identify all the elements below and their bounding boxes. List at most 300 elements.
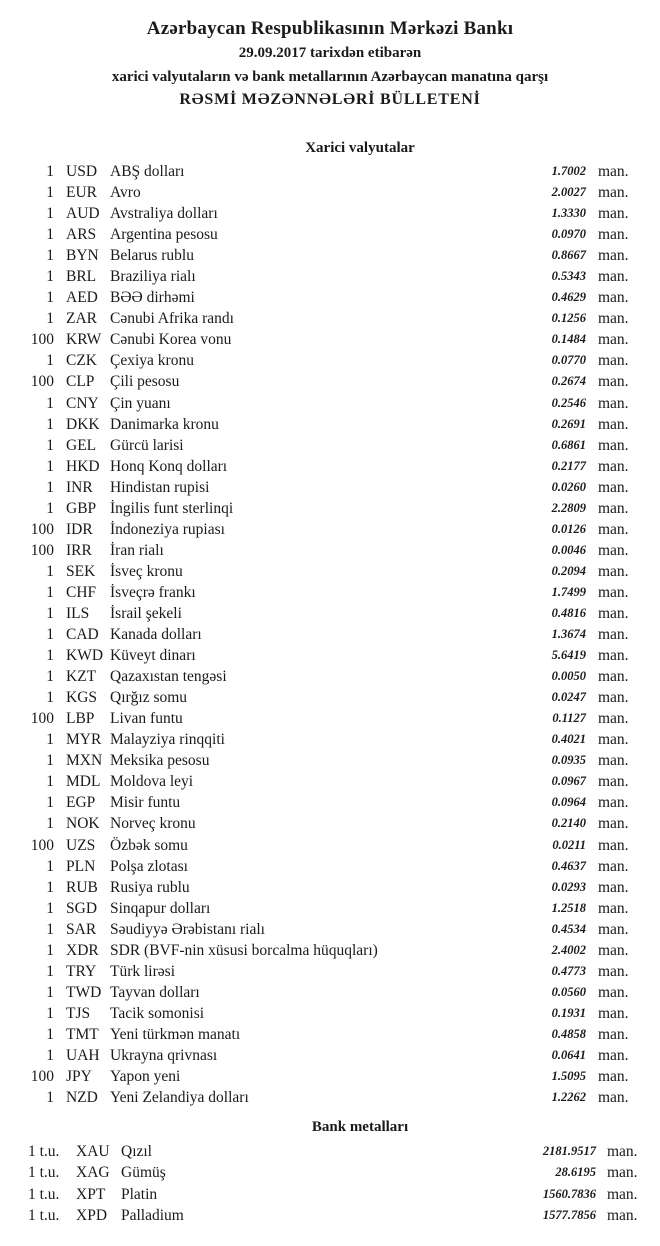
- unit-label: man.: [598, 962, 629, 980]
- rate-value: 2.2809: [551, 500, 586, 515]
- currency-name: ABŞ dolları: [110, 163, 185, 180]
- currency-code: TRY: [66, 962, 97, 980]
- rate-row-nok: [0, 813, 660, 834]
- currency-code: UZS: [66, 836, 96, 854]
- rate-value: 0.0050: [551, 669, 586, 684]
- rate-value: 0.0641: [551, 1047, 586, 1062]
- rate-row-cny: [0, 393, 660, 414]
- nominal: 1: [46, 163, 54, 180]
- rate-value: 28.6195: [555, 1165, 596, 1180]
- unit-label: man.: [598, 499, 629, 517]
- rate-value: 2.0027: [551, 185, 586, 200]
- unit-label: man.: [598, 289, 629, 307]
- rate-value: 0.0964: [551, 795, 586, 810]
- rate-row-uzs: [0, 835, 660, 856]
- rate-row-czk: [0, 350, 660, 371]
- rate-value: 1.2262: [551, 1090, 586, 1105]
- rate-row-xag: [0, 1162, 660, 1183]
- currency-name: Rusiya rublu: [110, 878, 190, 896]
- rate-row-byn: [0, 245, 660, 266]
- rate-row-krw: [0, 329, 660, 350]
- nominal: 1: [46, 1089, 54, 1107]
- rate-value: 0.1484: [551, 332, 586, 347]
- nominal: 1: [46, 226, 54, 244]
- rate-row-nzd: [0, 1087, 660, 1108]
- nominal: 1: [46, 878, 54, 896]
- rate-row-hkd: [0, 456, 660, 477]
- nominal: 100: [30, 1068, 54, 1086]
- unit-label: man.: [598, 394, 629, 412]
- currency-code: XAG: [76, 1164, 110, 1182]
- rate-value: 0.1127: [552, 711, 586, 726]
- currency-code: SGD: [66, 899, 98, 917]
- currency-code: NZD: [66, 1089, 98, 1107]
- nominal: 1: [46, 962, 54, 980]
- rate-row-aud: [0, 203, 660, 224]
- currency-name: Malayziya rinqqiti: [110, 731, 225, 749]
- rate-value: 1560.7836: [542, 1186, 596, 1201]
- rate-value: 0.4858: [551, 1026, 586, 1041]
- nominal: 1: [46, 583, 54, 601]
- nominal: 1: [46, 857, 54, 875]
- currency-name: Palladium: [121, 1207, 184, 1225]
- unit-label: man.: [598, 1025, 629, 1043]
- rate-value: 0.2674: [551, 374, 586, 389]
- nominal: 1: [46, 436, 54, 454]
- unit-label: man.: [598, 268, 629, 286]
- rate-row-zar: [0, 308, 660, 329]
- nominal: 1: [46, 983, 54, 1001]
- unit-label: man.: [598, 899, 629, 917]
- nominal: 1: [46, 794, 54, 812]
- currency-name: Cənubi Afrika randı: [110, 310, 234, 328]
- unit-label: man.: [598, 331, 629, 349]
- currency-code: TWD: [66, 983, 102, 1001]
- rate-row-twd: [0, 982, 660, 1003]
- currency-code: IDR: [66, 520, 93, 538]
- nominal: 100: [30, 331, 54, 349]
- unit-label: man.: [598, 626, 629, 644]
- currency-name: Yapon yeni: [110, 1068, 181, 1086]
- currency-name: Qızıl: [121, 1143, 152, 1160]
- unit-label: man.: [598, 541, 629, 559]
- rate-value: 5.6419: [551, 648, 586, 663]
- rate-row-cad: [0, 624, 660, 645]
- rate-row-ars: [0, 224, 660, 245]
- rate-row-jpy: [0, 1066, 660, 1087]
- rate-row-tmt: [0, 1024, 660, 1045]
- currency-code: TMT: [66, 1025, 99, 1043]
- unit-label: man.: [607, 1185, 638, 1203]
- bulletin-title: RƏSMİ MƏZƏNNƏLƏRİ BÜLLETENİ: [179, 91, 481, 108]
- rate-value: 1577.7856: [542, 1208, 596, 1223]
- rate-value: 0.0560: [551, 984, 586, 999]
- currency-name: Özbək somu: [110, 836, 188, 854]
- nominal: 1: [46, 626, 54, 644]
- currency-name: Yeni Zelandiya dolları: [110, 1089, 249, 1107]
- nominal: 1: [46, 1025, 54, 1043]
- unit-label: man.: [598, 836, 629, 854]
- currency-code: XPD: [76, 1207, 108, 1225]
- currency-code: XPT: [76, 1185, 106, 1203]
- rate-row-inr: [0, 477, 660, 498]
- rate-row-eur: [0, 182, 660, 203]
- currency-code: JPY: [66, 1068, 92, 1086]
- rate-value: 0.5343: [551, 269, 586, 284]
- currency-code: PLN: [66, 857, 96, 875]
- currency-code: USD: [66, 163, 98, 180]
- nominal: 1: [46, 815, 54, 833]
- rate-value: 0.1256: [551, 311, 586, 326]
- currency-code: EUR: [66, 184, 97, 202]
- rate-value: 0.4816: [551, 605, 586, 620]
- unit-label: man.: [598, 415, 629, 433]
- rate-value: 1.3674: [551, 627, 586, 642]
- currency-code: UAH: [66, 1046, 100, 1064]
- currency-name: Braziliya rialı: [110, 268, 196, 286]
- rate-value: 0.0046: [551, 542, 586, 557]
- rate-row-tjs: [0, 1003, 660, 1024]
- nominal: 1: [46, 562, 54, 580]
- currency-name: Norveç kronu: [110, 815, 196, 833]
- nominal: 1: [46, 604, 54, 622]
- rate-value: 0.2177: [551, 458, 586, 473]
- currency-code: CAD: [66, 626, 99, 644]
- nominal: 1: [46, 689, 54, 707]
- currency-name: Səudiyyə Ərəbistanı rialı: [110, 920, 265, 938]
- rate-value: 0.2691: [551, 416, 586, 431]
- rate-row-kwd: [0, 645, 660, 666]
- nominal: 1: [46, 499, 54, 517]
- rate-row-idr: [0, 519, 660, 540]
- unit-label: man.: [598, 163, 629, 180]
- currency-name: İngilis funt sterlinqi: [110, 499, 234, 517]
- nominal: 1: [46, 394, 54, 412]
- currency-name: Çili pesosu: [110, 373, 180, 391]
- unit-label: man.: [598, 878, 629, 896]
- rate-row-xdr: [0, 940, 660, 961]
- unit-label: man.: [598, 668, 629, 686]
- currency-name: Livan funtu: [110, 710, 183, 728]
- currency-name: Avro: [110, 184, 141, 202]
- currency-code: MXN: [66, 752, 103, 770]
- currency-name: Meksika pesosu: [110, 752, 210, 770]
- nominal: 1: [46, 310, 54, 328]
- unit-label: man.: [598, 1004, 629, 1022]
- currency-name: Misir funtu: [110, 794, 181, 812]
- currency-code: XDR: [66, 941, 99, 959]
- rate-value: 0.0293: [551, 879, 586, 894]
- unit-label: man.: [598, 604, 629, 622]
- rate-row-sek: [0, 561, 660, 582]
- unit-label: man.: [607, 1143, 638, 1160]
- currency-name: Cənubi Korea vonu: [110, 331, 232, 349]
- currency-code: CZK: [66, 352, 97, 370]
- unit-label: man.: [598, 857, 629, 875]
- unit-label: man.: [598, 247, 629, 265]
- currency-name: Platin: [121, 1185, 158, 1203]
- nominal: 1: [46, 899, 54, 917]
- currency-code: ZAR: [66, 310, 97, 328]
- currency-name: Türk lirəsi: [110, 962, 175, 980]
- currency-code: CLP: [66, 373, 95, 391]
- rate-value: 0.2094: [551, 563, 586, 578]
- unit-label: man.: [598, 310, 629, 328]
- rate-row-gel: [0, 435, 660, 456]
- rate-row-xpd: [0, 1205, 660, 1226]
- rate-row-mdl: [0, 771, 660, 792]
- currency-name: Polşa zlotası: [110, 857, 188, 875]
- currency-name: Çexiya kronu: [110, 352, 194, 370]
- rate-row-usd: [0, 161, 660, 182]
- rate-value: 1.5095: [551, 1069, 586, 1084]
- metal-list: [0, 1141, 660, 1227]
- currency-name: Ukrayna qrivnası: [110, 1046, 218, 1064]
- unit-label: man.: [607, 1164, 638, 1182]
- rate-row-sar: [0, 919, 660, 940]
- currency-code: MYR: [66, 731, 102, 749]
- nominal: 100: [30, 541, 54, 559]
- unit-label: man.: [598, 562, 629, 580]
- currency-name: İsrail şekeli: [110, 604, 182, 622]
- currency-code: MDL: [66, 773, 101, 791]
- currency-code: BRL: [66, 268, 97, 286]
- nominal: 100: [30, 373, 54, 391]
- rate-row-sgd: [0, 898, 660, 919]
- currency-code: LBP: [66, 710, 95, 728]
- nominal: 1: [46, 773, 54, 791]
- unit-label: man.: [598, 1089, 629, 1107]
- unit-label: man.: [598, 1046, 629, 1064]
- currency-code: IRR: [66, 541, 92, 559]
- currency-name: İsveç kronu: [110, 562, 183, 580]
- currency-code: DKK: [66, 415, 100, 433]
- currency-name: Tayvan dolları: [110, 983, 200, 1001]
- rate-value: 2.4002: [551, 942, 586, 957]
- rate-row-myr: [0, 729, 660, 750]
- effective-date: 29.09.2017 tarixdən etibarən: [238, 45, 422, 61]
- currency-code: CHF: [66, 583, 97, 601]
- unit-label: man.: [598, 226, 629, 244]
- metals-section-title: Bank metalları: [311, 1119, 409, 1135]
- unit-label: man.: [598, 794, 629, 812]
- unit-label: man.: [598, 752, 629, 770]
- nominal: 1: [46, 415, 54, 433]
- currency-code: XAU: [76, 1143, 110, 1160]
- nominal: 1: [46, 247, 54, 265]
- rate-value: 0.4021: [551, 732, 586, 747]
- nominal: 1 t.u.: [28, 1143, 60, 1160]
- currency-name: Avstraliya dolları: [110, 205, 218, 223]
- rate-value: 0.4534: [551, 921, 586, 936]
- unit-label: man.: [598, 983, 629, 1001]
- nominal: 1: [46, 205, 54, 223]
- currency-code: GBP: [66, 499, 97, 517]
- currency-code: SAR: [66, 920, 97, 938]
- currency-name: SDR (BVF-nin xüsusi borcalma hüquqları): [110, 941, 378, 959]
- currency-code: KRW: [66, 331, 102, 349]
- unit-label: man.: [598, 205, 629, 223]
- rate-row-chf: [0, 582, 660, 603]
- currency-name: İsveçrə frankı: [110, 583, 196, 601]
- unit-label: man.: [598, 920, 629, 938]
- rate-value: 0.0935: [551, 753, 586, 768]
- unit-label: man.: [607, 1207, 638, 1225]
- nominal: 1: [46, 668, 54, 686]
- rate-value: 0.4629: [551, 290, 586, 305]
- currency-name: Gürcü larisi: [110, 436, 184, 454]
- rate-value: 2181.9517: [542, 1144, 596, 1158]
- unit-label: man.: [598, 457, 629, 475]
- currency-code: BYN: [66, 247, 99, 265]
- bulletin-subtitle: xarici valyutaların və bank metallarının Azərbaycan manatına qarşı: [111, 69, 549, 85]
- currency-name: Yeni türkmən manatı: [110, 1025, 241, 1043]
- rate-value: 0.0126: [551, 521, 586, 536]
- nominal: 1: [46, 268, 54, 286]
- rate-value: 0.0770: [551, 353, 586, 368]
- unit-label: man.: [598, 373, 629, 391]
- currency-code: KGS: [66, 689, 98, 707]
- nominal: 100: [30, 710, 54, 728]
- rate-row-xpt: [0, 1184, 660, 1205]
- currency-code: CNY: [66, 394, 99, 412]
- nominal: 100: [30, 520, 54, 538]
- currency-name: Küveyt dinarı: [110, 647, 196, 665]
- nominal: 1: [46, 920, 54, 938]
- nominal: 1: [46, 941, 54, 959]
- rate-value: 1.7002: [551, 164, 586, 178]
- rate-row-try: [0, 961, 660, 982]
- unit-label: man.: [598, 352, 629, 370]
- currency-name: Argentina pesosu: [110, 226, 218, 244]
- nominal: 1: [46, 289, 54, 307]
- rate-value: 0.2546: [551, 395, 586, 410]
- unit-label: man.: [598, 478, 629, 496]
- rate-row-aed: [0, 287, 660, 308]
- unit-label: man.: [598, 689, 629, 707]
- unit-label: man.: [598, 647, 629, 665]
- rate-value: 0.4773: [551, 963, 586, 978]
- currency-name: Tacik somonisi: [110, 1004, 205, 1022]
- rate-row-egp: [0, 792, 660, 813]
- currency-code: ILS: [66, 604, 90, 622]
- currency-code: GEL: [66, 436, 97, 454]
- currency-name: Qazaxıstan tengəsi: [110, 668, 227, 686]
- nominal: 1 t.u.: [28, 1207, 60, 1225]
- nominal: 1: [46, 731, 54, 749]
- nominal: 1: [46, 1004, 54, 1022]
- nominal: 1: [46, 1046, 54, 1064]
- rate-value: 0.0247: [551, 690, 586, 705]
- rate-row-irr: [0, 540, 660, 561]
- rate-value: 0.0967: [551, 774, 586, 789]
- rate-row-dkk: [0, 414, 660, 435]
- rate-value: 0.0260: [551, 479, 586, 494]
- rate-row-uah: [0, 1045, 660, 1066]
- nominal: 1 t.u.: [28, 1185, 60, 1203]
- unit-label: man.: [598, 941, 629, 959]
- unit-label: man.: [598, 184, 629, 202]
- currency-code: INR: [66, 478, 93, 496]
- currency-code: HKD: [66, 457, 100, 475]
- nominal: 1: [46, 184, 54, 202]
- currency-name: Çin yuanı: [110, 394, 171, 412]
- currency-code: AED: [66, 289, 98, 307]
- unit-label: man.: [598, 710, 629, 728]
- rate-value: 0.6861: [551, 437, 586, 452]
- currency-code: NOK: [66, 815, 100, 833]
- rate-row-pln: [0, 856, 660, 877]
- currency-code: TJS: [66, 1004, 91, 1022]
- unit-label: man.: [598, 1068, 629, 1086]
- currency-name: Qırğız somu: [110, 689, 188, 707]
- currency-code: ARS: [66, 226, 97, 244]
- unit-label: man.: [598, 731, 629, 749]
- rate-row-kzt: [0, 666, 660, 687]
- currency-name: Belarus rublu: [110, 247, 194, 265]
- currency-name: Kanada dolları: [110, 626, 202, 644]
- rate-value: 1.7499: [551, 584, 586, 599]
- currency-name: İndoneziya rupiası: [110, 520, 225, 538]
- rate-value: 0.0211: [552, 837, 586, 852]
- currency-name: Sinqapur dolları: [110, 899, 211, 917]
- rate-row-brl: [0, 266, 660, 287]
- unit-label: man.: [598, 773, 629, 791]
- nominal: 1: [46, 352, 54, 370]
- currency-name: Moldova leyi: [110, 773, 194, 791]
- rate-value: 1.2518: [551, 900, 586, 915]
- unit-label: man.: [598, 436, 629, 454]
- currency-name: Gümüş: [121, 1164, 166, 1182]
- nominal: 1: [46, 478, 54, 496]
- unit-label: man.: [598, 520, 629, 538]
- rate-row-ils: [0, 603, 660, 624]
- nominal: 1 t.u.: [28, 1164, 60, 1182]
- currency-code: EGP: [66, 794, 96, 812]
- currency-code: AUD: [66, 205, 100, 223]
- rate-value: 0.2140: [551, 816, 586, 831]
- currency-code: KZT: [66, 668, 97, 686]
- currency-name: BƏƏ dirhəmi: [110, 289, 195, 307]
- currency-name: Hindistan rupisi: [110, 478, 210, 496]
- bank-title: Azərbaycan Respublikasının Mərkəzi Bankı: [146, 18, 514, 39]
- currency-name: Honq Konq dolları: [110, 457, 228, 475]
- unit-label: man.: [598, 815, 629, 833]
- rate-row-gbp: [0, 498, 660, 519]
- nominal: 1: [46, 457, 54, 475]
- currency-code: KWD: [66, 647, 104, 665]
- rate-value: 0.8667: [551, 248, 586, 263]
- rate-row-lbp: [0, 708, 660, 729]
- nominal: 1: [46, 647, 54, 665]
- rate-row-mxn: [0, 750, 660, 771]
- currency-name: Danimarka kronu: [110, 415, 219, 433]
- nominal: 1: [46, 752, 54, 770]
- currencies-section-title: Xarici valyutalar: [305, 140, 415, 156]
- currency-name: İran rialı: [110, 541, 164, 559]
- currency-code: SEK: [66, 562, 96, 580]
- rate-value: 1.3330: [551, 206, 586, 221]
- currency-code: RUB: [66, 878, 98, 896]
- nominal: 100: [30, 836, 54, 854]
- currency-list: [0, 161, 660, 1108]
- rate-value: 0.1931: [551, 1005, 586, 1020]
- rate-value: 0.4637: [551, 858, 586, 873]
- rate-row-clp: [0, 371, 660, 392]
- unit-label: man.: [598, 583, 629, 601]
- rate-value: 0.0970: [551, 227, 586, 242]
- rate-row-kgs: [0, 687, 660, 708]
